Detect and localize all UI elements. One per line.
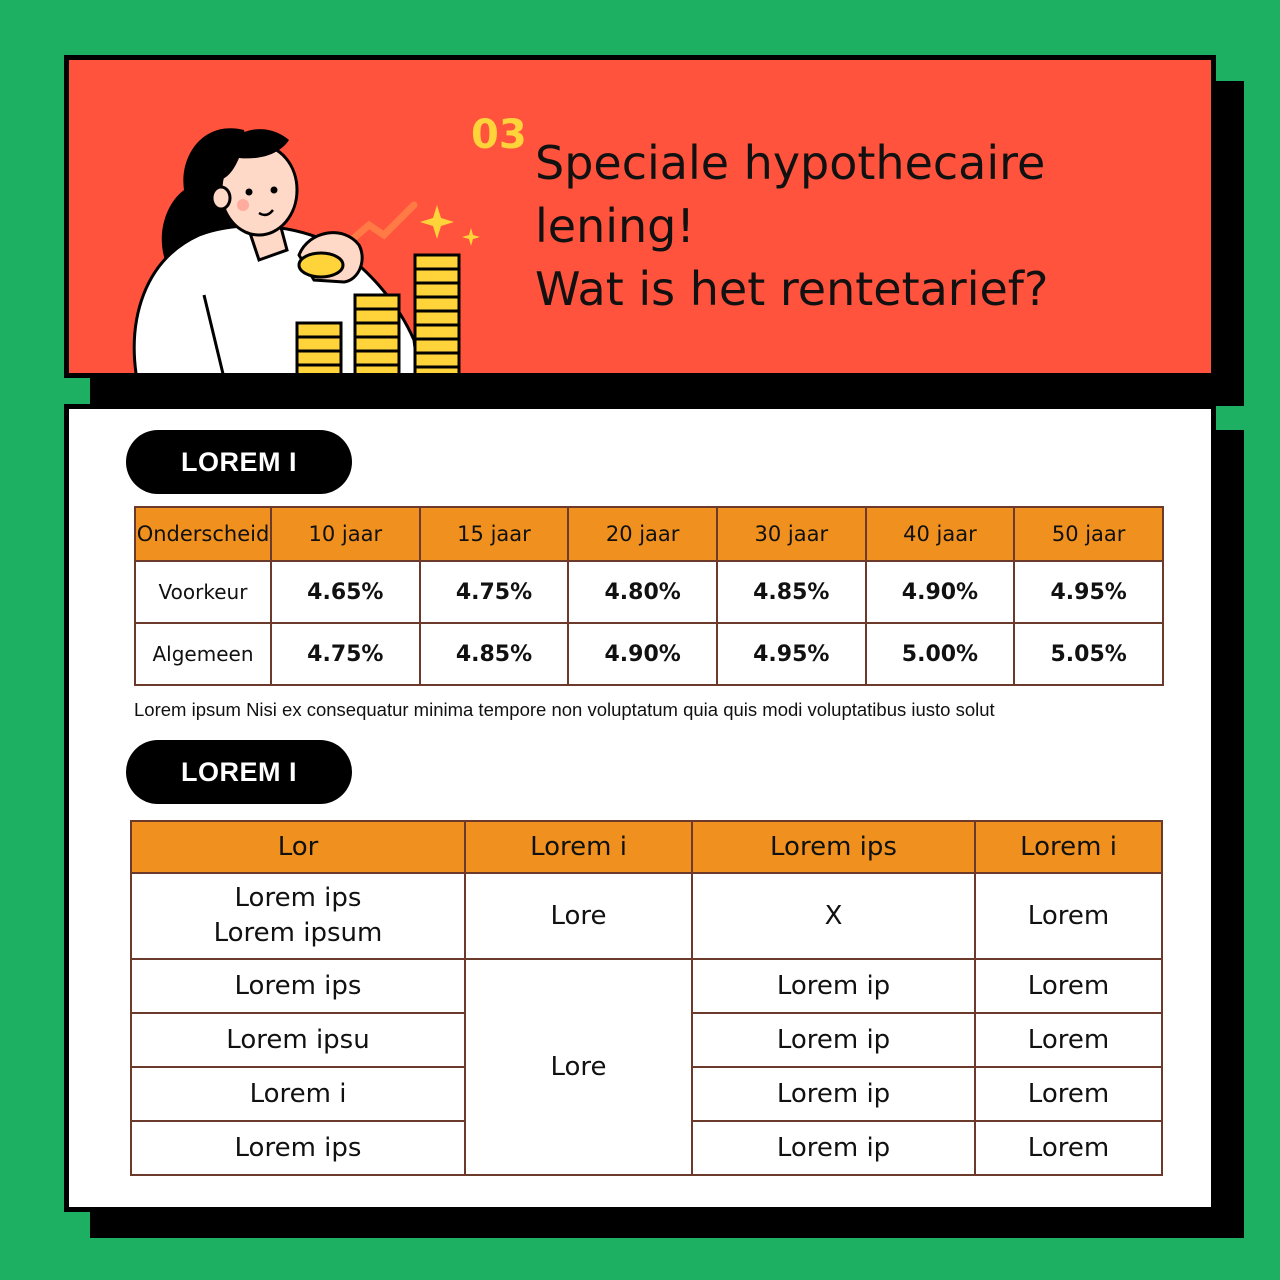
- cell-line: Lorem ipsum: [213, 918, 383, 948]
- content-panel: [64, 404, 1216, 1212]
- table-cell: Lorem: [975, 1067, 1162, 1121]
- merged-cell: Lore: [465, 959, 692, 1175]
- header-cell: Lor: [131, 821, 465, 873]
- footnote-text: Lorem ipsum Nisi ex consequatur minima tempore non voluptatum quia quis modi voluptatibus iusto solut: [134, 699, 995, 720]
- table-cell: Lorem ips: [131, 1121, 465, 1175]
- rate-cell: 4.95%: [1014, 561, 1163, 623]
- table-header-row: [131, 821, 1162, 873]
- header-cell: 10 jaar: [271, 507, 420, 561]
- table-cell: Lore: [465, 873, 692, 959]
- rate-cell: 4.80%: [568, 561, 717, 623]
- header-banner: [64, 55, 1216, 378]
- header-cell: 20 jaar: [568, 507, 717, 561]
- table-cell: X: [692, 873, 975, 959]
- rate-cell: 4.90%: [568, 623, 717, 685]
- table-cell: Lorem i: [131, 1067, 465, 1121]
- table-cell: Lorem ips: [131, 959, 465, 1013]
- table-cell: Lorem: [975, 873, 1162, 959]
- table-row: [131, 873, 1162, 959]
- table-cell: [131, 873, 465, 959]
- header-cell: 40 jaar: [866, 507, 1015, 561]
- title-line-3: Wat is het rentetarief?: [535, 262, 1049, 316]
- cell-line: Lorem ips: [234, 883, 362, 913]
- rate-cell: 4.85%: [717, 561, 866, 623]
- rate-cell: 4.75%: [420, 561, 569, 623]
- rate-cell: 4.90%: [866, 561, 1015, 623]
- table-row: [135, 561, 1163, 623]
- table-cell: Lorem: [975, 959, 1162, 1013]
- header-cell: 50 jaar: [1014, 507, 1163, 561]
- table-cell: Lorem: [975, 1121, 1162, 1175]
- woman-stacking-coins-illustration: [109, 110, 529, 378]
- section-number: 03: [471, 112, 527, 158]
- table-cell: Lorem: [975, 1013, 1162, 1067]
- title-line-2: lening!: [535, 199, 695, 253]
- header-cell: Lorem ips: [692, 821, 975, 873]
- rate-cell: 4.85%: [420, 623, 569, 685]
- title-line-1: Speciale hypothecaire: [535, 136, 1046, 190]
- header-cell: Onderscheid: [135, 507, 271, 561]
- table-cell: Lorem ipsu: [131, 1013, 465, 1067]
- table-row: [135, 623, 1163, 685]
- header-cell: Lorem i: [465, 821, 692, 873]
- table-cell: Lorem ip: [692, 959, 975, 1013]
- rate-cell: 5.05%: [1014, 623, 1163, 685]
- header-cell: 30 jaar: [717, 507, 866, 561]
- table-header-row: [135, 507, 1163, 561]
- rate-cell: 5.00%: [866, 623, 1015, 685]
- section-2-label: LOREM I: [126, 740, 352, 804]
- comparison-table: [130, 820, 1163, 1176]
- table-row: [131, 959, 1162, 1013]
- table-cell: Lorem ip: [692, 1067, 975, 1121]
- page-title: [535, 132, 1048, 321]
- rate-cell: 4.65%: [271, 561, 420, 623]
- table-cell: Lorem ip: [692, 1013, 975, 1067]
- section-1-label: LOREM I: [126, 430, 352, 494]
- table-cell: Lorem ip: [692, 1121, 975, 1175]
- row-label: Algemeen: [135, 623, 271, 685]
- header-cell: Lorem i: [975, 821, 1162, 873]
- rate-cell: 4.75%: [271, 623, 420, 685]
- rate-cell: 4.95%: [717, 623, 866, 685]
- row-label: Voorkeur: [135, 561, 271, 623]
- header-cell: 15 jaar: [420, 507, 569, 561]
- interest-rate-table: [134, 506, 1164, 686]
